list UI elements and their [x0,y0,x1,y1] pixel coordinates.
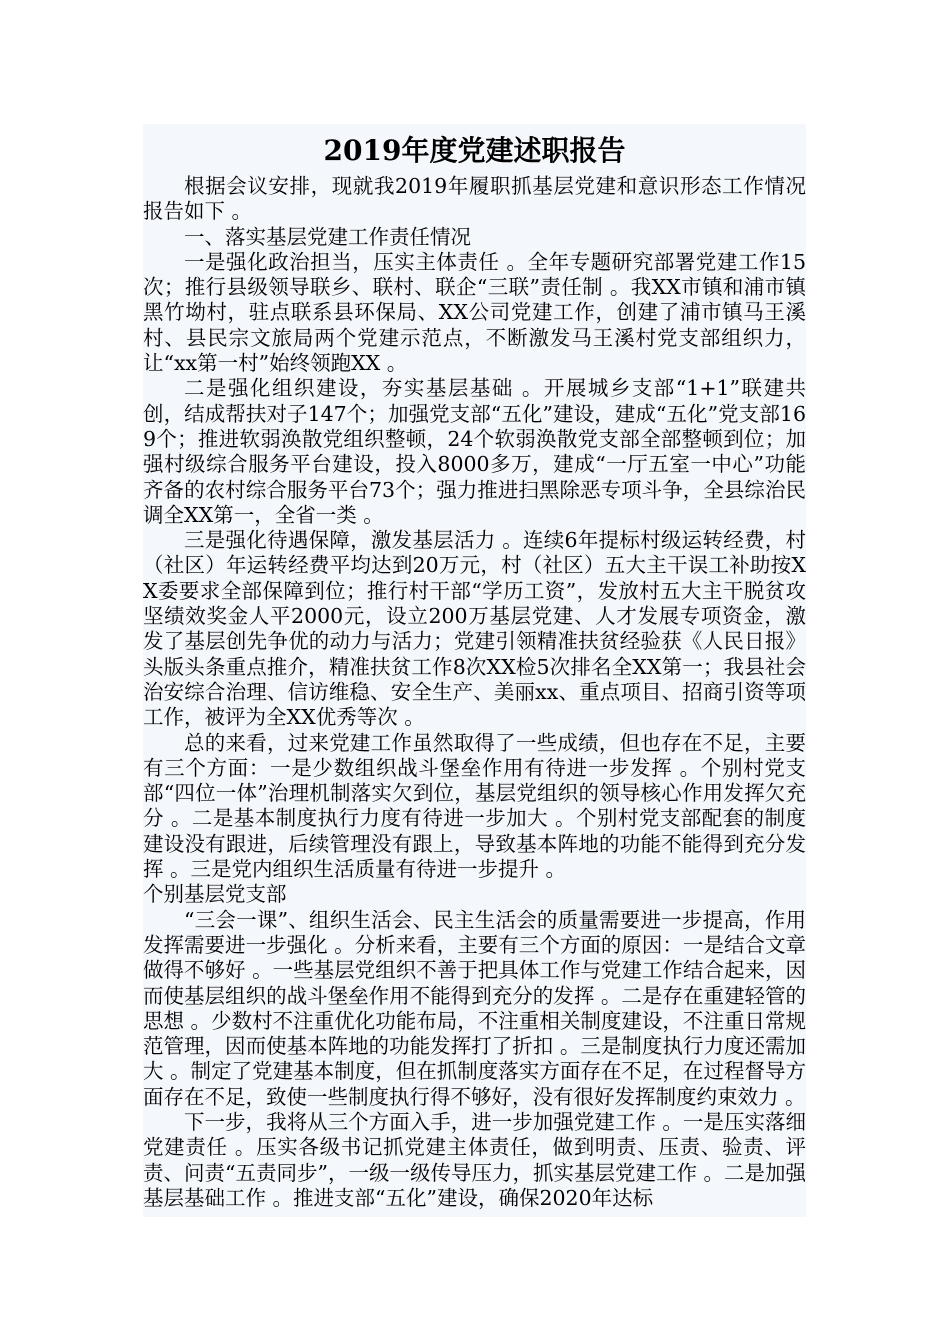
paragraph-fragment: 个别基层党支部 [143,882,287,907]
document-body [143,124,806,1217]
document-title: 2019年度党建述职报告 [323,134,626,167]
paragraph-organization: 二是强化组织建设，夯实基层基础 。开展城乡支部“1+1”联建共创，结成帮扶对子147个；加强党支部“五化”建设，建成“五化”党支部169个；推进软弱涣散党组织整顿，24个软弱涣散党支部全部整顿到位；加强村级综合服务平台建设，投入8000多万，建成“一厅五室一中心”功能齐备的农村综合服务平台73个；强力推进扫黑除恶专项斗争，全县综治民调全XX第一，全省一类 。 [143,376,806,527]
paragraph-analysis: “三会一课”、组织生活会、民主生活会的质量需要进一步提高，作用发挥需要进一步强化 。分析来看，主要有三个方面的原因：一是结合文章做得不够好 。一些基层党组织不善于把具体工作与党建工作结合起来，因而使基层组织的战斗堡垒作用不能得到充分的发挥 。二是存在重建轻管的思想 。少数村不注重优化功能布局，不注重相关制度建设，不注重日常规范管理，因而使基本阵地的功能发挥打了折扣 。三是制度执行力度还需加大 。制定了党建基本制度，但在抓制度落实方面存在不足，在过程督导方面存在不足，致使一些制度执行得不够好，没有很好发挥制度约束效力 。 [143,907,806,1109]
section-heading: 一、落实基层党建工作责任情况 [184,224,471,249]
paragraph-incentive: 三是强化待遇保障，激发基层活力 。连续6年提标村级运转经费，村（社区）年运转经费平均达到20万元，村（社区）五大主干误工补助按XX委要求全部保障到位；推行村干部“学历工资”，发放村五大主干脱贫攻坚绩效奖金人平2000元，设立200万基层党建、人才发展专项资金，激发了基层创先争优的动力与活力；党建引领精准扶贫经验获《人民日报》头版头条重点推介，精准扶贫工作8次XX检5次排名全XX第一；我县社会治安综合治理、信访维稳、安全生产、美丽xx、重点项目、招商引资等项工作，被评为全XX优秀等次 。 [143,528,806,730]
paragraph-next-steps: 下一步，我将从三个方面入手，进一步加强党建工作 。一是压实落细党建责任 。压实各级书记抓党建主体责任，做到明责、压责、验责、评责、问责“五责同步”，一级一级传导压力，抓实基层党建工作 。二是加强基层基础工作 。推进支部“五化”建设，确保2020年达标 [143,1109,806,1210]
paragraph-intro: 根据会议安排，现就我2019年履职抓基层党建和意识形态工作情况报告如下 。 [143,174,806,224]
paragraph-political: 一是强化政治担当，压实主体责任 。全年专题研究部署党建工作15次；推行县级领导联乡、联村、联企“三联”责任制 。我XX市镇和浦市镇黑竹坳村，驻点联系县环保局、XX公司党建工作，创建了浦市镇马王溪村、县民宗文旅局两个党建示范点，不断激发马王溪村党支部组织力，让“xx第一村”始终领跑XX 。 [143,249,806,376]
paragraph-summary: 总的来看，过来党建工作虽然取得了一些成绩，但也存在不足，主要有三个方面：一是少数组织战斗堡垒作用有待进一步发挥 。个别村党支部“四位一体”治理机制落实欠到位，基层党组织的领导核心作用发挥欠充分 。二是基本制度执行力度有待进一步加大 。个别村党支部配套的制度建设没有跟进，后续管理没有跟上，导致基本阵地的功能不能得到充分发挥 。三是党内组织生活质量有待进一步提升 。 [143,730,806,882]
